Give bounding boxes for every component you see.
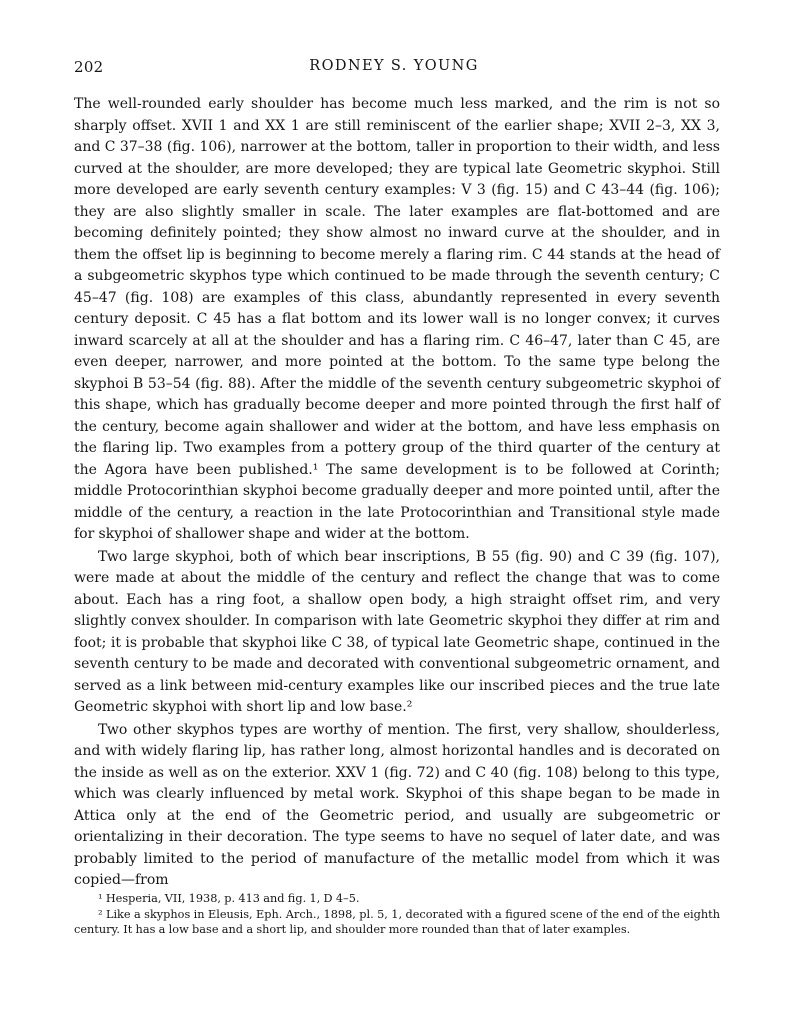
running-head: RODNEY S. YOUNG bbox=[309, 58, 479, 74]
paragraph: Two large skyphoi, both of which bear inscriptions, B 55 (fig. 90) and C 39 (fig. 107), were made at about the middle of the century and reflect the change that was to come about. Each has a ring foot, a shallow open body, a high straight offset rim, and very slightly convex shoulder. In comparison with late Geometric skyphoi they differ at rim and foot; it is probable that skyphoi like C 38, of typical late Geometric shape, continued in the seventh century to be made and decorated with conventional subgeometric ornament, and served as a link between mid-century examples like our inscribed pieces and the true late Geometric skyphoi with short lip and low base.² bbox=[74, 548, 720, 715]
paragraph: The well-rounded early shoulder has become much less marked, and the rim is not so sharply offset. XVII 1 and XX 1 are still reminiscent of the earlier shape; XVII 2–3, XX 3, and C 37–38 (fig. 106), narrower at the bottom, taller in proportion to their width, and less curved at the shoulder, are more developed; they are typical late Geometric skyphoi. Still more developed are early seventh century examples: V 3 (fig. 15) and C 43–44 (fig. 106); they are also slightly smaller in scale. The later examples are flat-bottomed and are becoming definitely pointed; they show almost no inward curve at the shoulder, and in them the offset lip is beginning to become merely a flaring rim. C 44 stands at the head of a subgeometric skyphos type which continued to be made through the seventh century; C 45–47 (fig. 108) are examples of this class, abundantly represented in every seventh century deposit. C 45 has a flat bottom and its lower wall is no longer convex; it curves inward scarcely at all at the shoulder and has a flaring rim. C 46–47, later than C 45, are even deeper, narrower, and more pointed at the bottom. To the same type belong the skyphoi B 53–54 (fig. 88). After the middle of the seventh century subgeometric skyphoi of this shape, which has gradually become deeper and more pointed through the first half of the century, become again shallower and wider at the bottom, and have less emphasis on the flaring lip. Two examples from a pottery group of the third quarter of the century at the Agora have been published.¹ The same development is to be followed at Corinth; middle Protocorinthian skyphoi become gradually deeper and more pointed until, after the middle of the century, a reaction in the late Protocorinthian and Transitional style made for skyphoi of shallower shape and wider at the bottom. bbox=[74, 96, 720, 542]
paragraph: Two other skyphos types are worthy of mention. The first, very shallow, shoulderless, and with widely flaring lip, has rather long, almost horizontal handles and is decorated on the inside as well as on the exterior. XXV 1 (fig. 72) and C 40 (fig. 108) belong to this type, which was clearly influenced by metal work. Skyphoi of this shape began to be made in Attica only at the end of the Geometric period, and usually are subgeometric or orientalizing in their decoration. The type seems to have no sequel of later date, and was probably limited to the period of manufacture of the metallic model from which it was copied—from bbox=[74, 721, 720, 888]
footnote: ² Like a skyphos in Eleusis, Eph. Arch., 1898, pl. 5, 1, decorated with a figured scene of the end of the eighth century. It has a low base and a short lip, and shoulder more rounded than that of later examples. bbox=[74, 907, 720, 936]
footnote: ¹ Hesperia, VII, 1938, p. 413 and fig. 1, D 4–5. bbox=[98, 892, 360, 905]
page-header bbox=[74, 58, 714, 82]
footnotes bbox=[74, 891, 720, 938]
page-number: 202 bbox=[74, 58, 104, 76]
body-text bbox=[74, 94, 720, 892]
